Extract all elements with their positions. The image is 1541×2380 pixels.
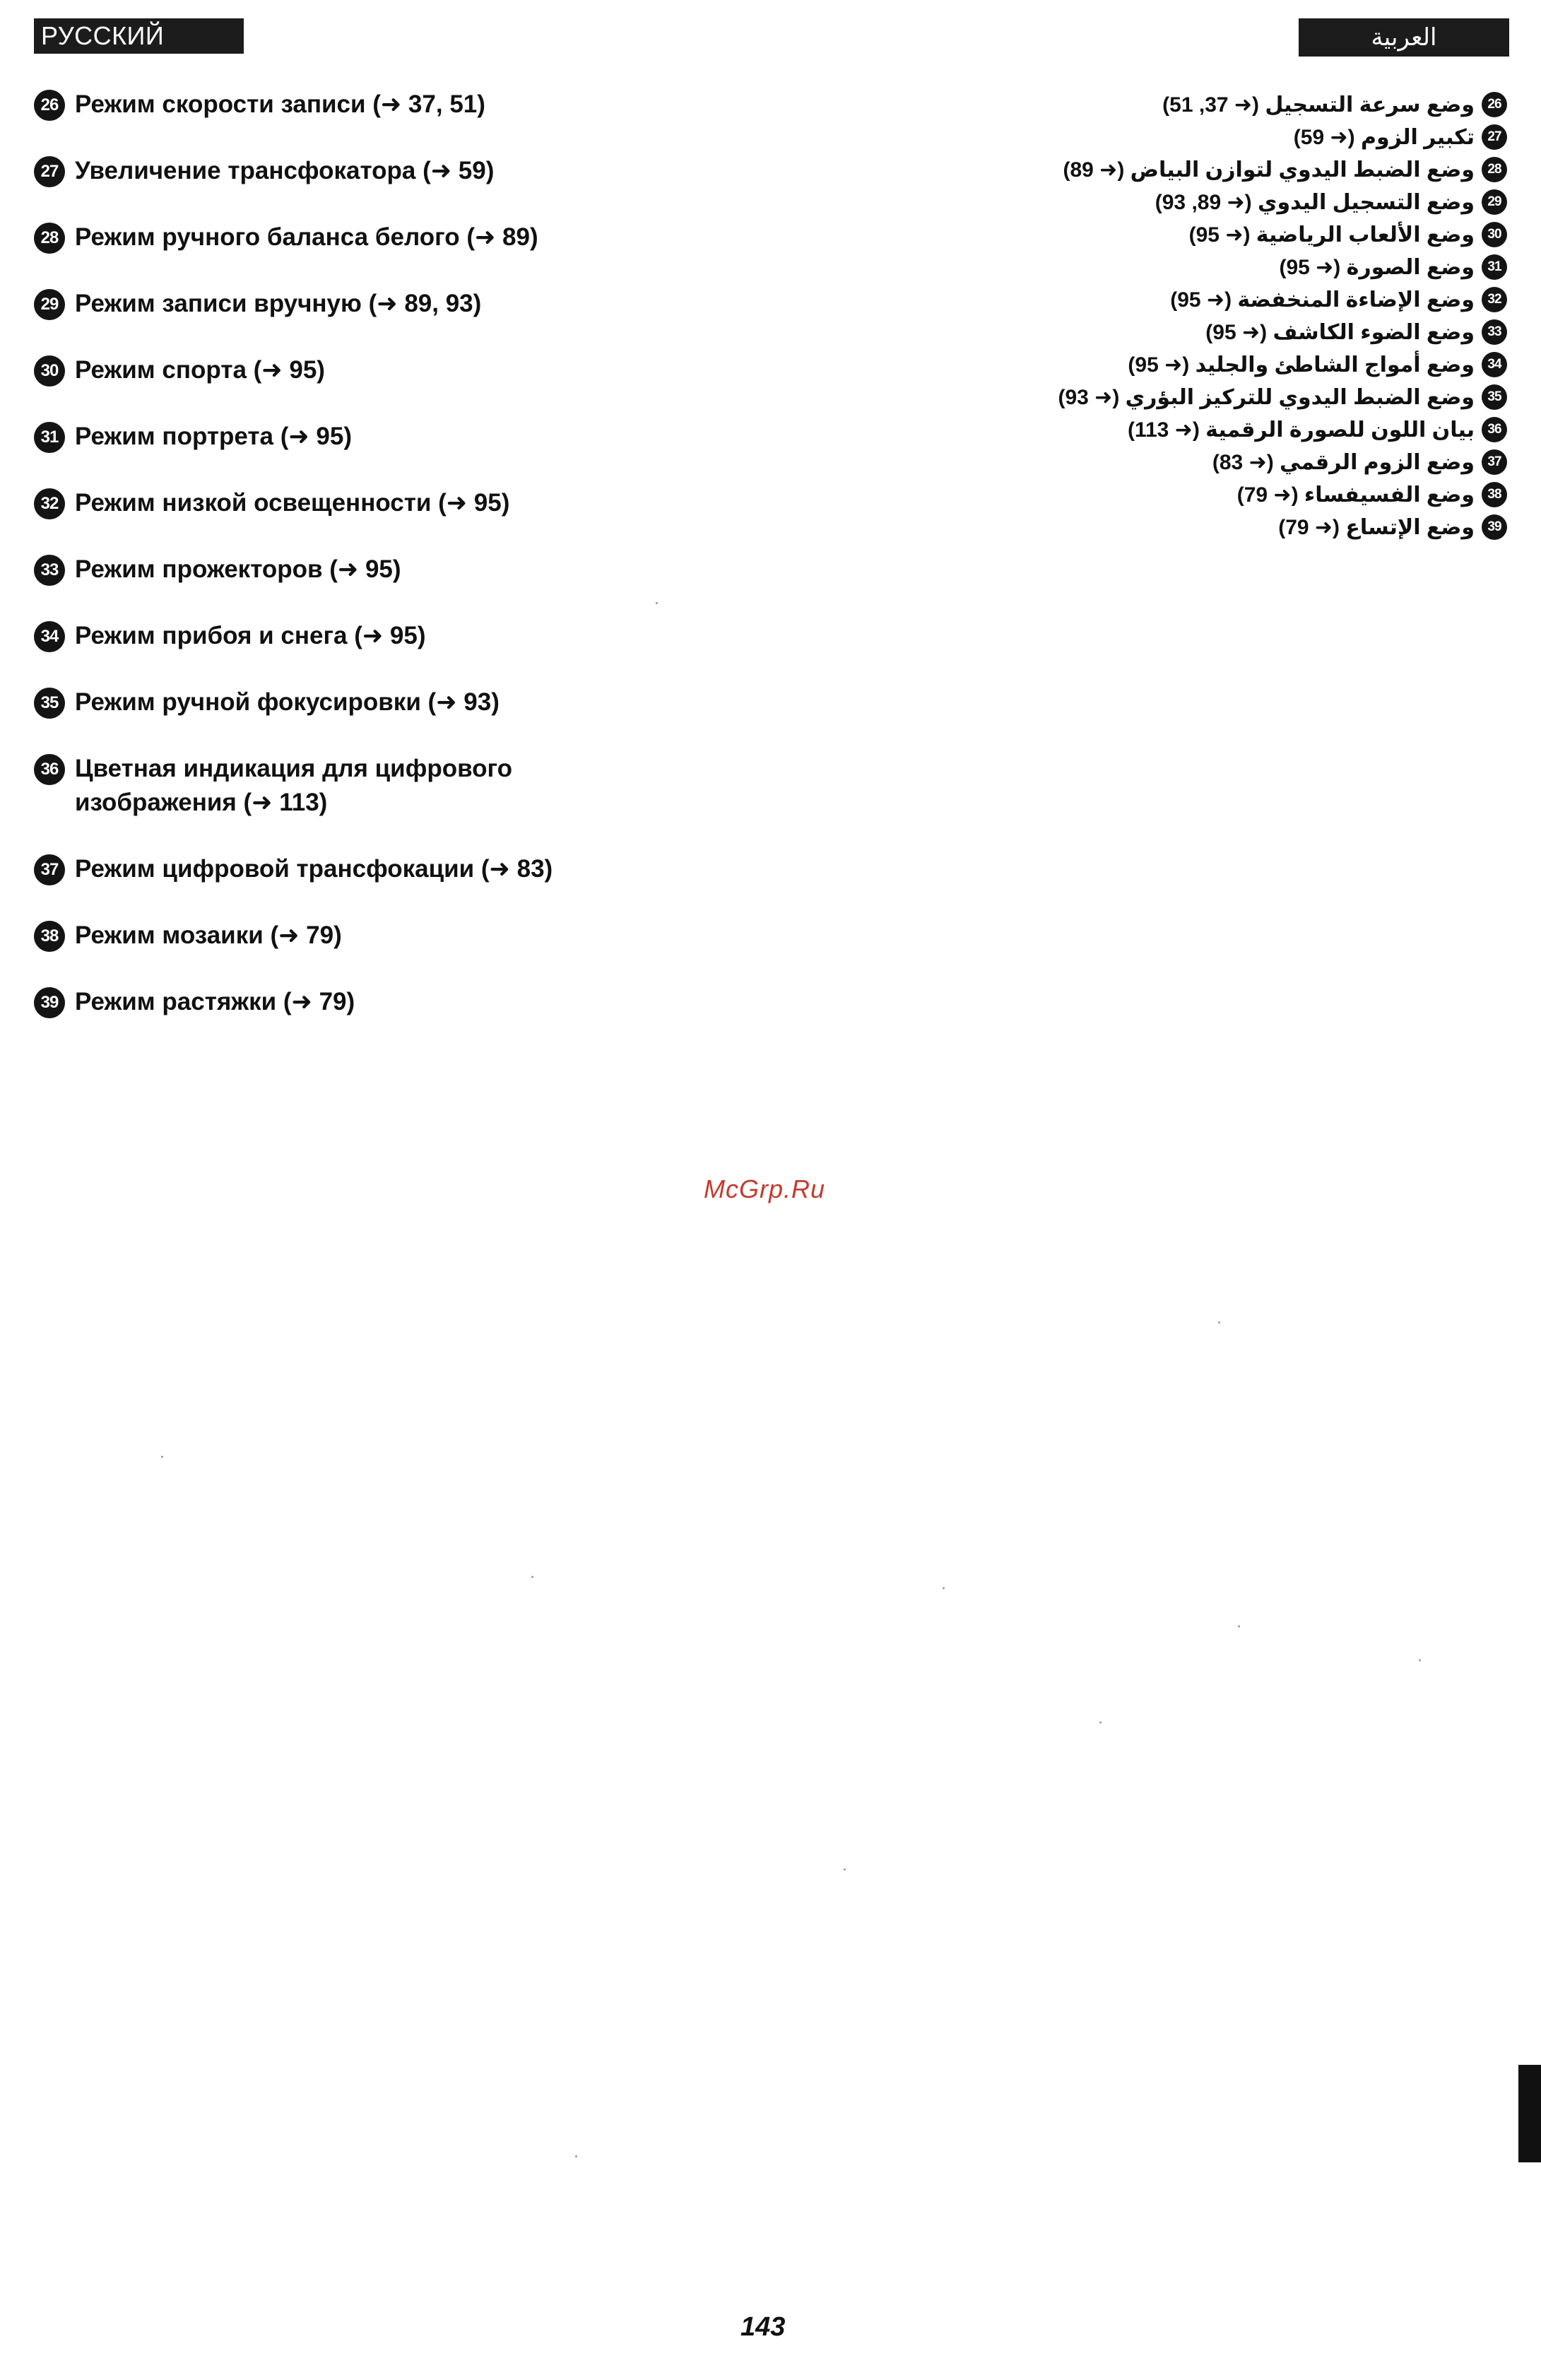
scan-speck: [161, 1456, 163, 1458]
list-item: [34, 220, 538, 254]
scan-speck: [844, 1868, 846, 1871]
list-item: [1058, 382, 1507, 413]
item-number-badge: 30: [34, 355, 65, 387]
item-number-badge: 26: [34, 90, 65, 121]
item-number-badge: 37: [1482, 449, 1507, 475]
item-number-badge: 29: [1482, 189, 1507, 215]
list-item: [1294, 122, 1507, 153]
list-item-text: وضع الألعاب الرياضية (➜ 95): [1188, 223, 1475, 247]
list-item: [1128, 414, 1507, 445]
item-number-badge: 27: [34, 156, 65, 187]
list-item-text: Режим прибоя и снега (➜ 95): [75, 622, 426, 649]
item-number-badge: 34: [34, 621, 65, 652]
list-item: [1189, 219, 1507, 250]
item-number-badge: 34: [1482, 352, 1507, 377]
item-number-badge: 39: [1482, 514, 1507, 540]
list-item-text: Режим спорта (➜ 95): [75, 356, 325, 384]
item-number-badge: 29: [34, 289, 65, 320]
list-item-text: Режим ручного баланса белого (➜ 89): [75, 223, 538, 251]
item-number-badge: 36: [34, 754, 65, 785]
item-number-badge: 27: [1482, 124, 1507, 150]
scan-speck: [1099, 1721, 1102, 1724]
list-item-text: تكبير الزوم (➜ 59): [1293, 125, 1475, 149]
list-item-text: وضع الفسيفساء (➜ 79): [1236, 483, 1475, 507]
list-item: [1278, 512, 1507, 543]
item-number-badge: 26: [1482, 92, 1507, 117]
scan-speck: [943, 1587, 945, 1589]
item-number-badge: 35: [34, 688, 65, 719]
list-item: [1279, 252, 1507, 283]
watermark: McGrp.Ru: [704, 1174, 826, 1203]
item-number-badge: 33: [1482, 319, 1507, 345]
list-item: [1212, 447, 1507, 478]
list-item-text: Цветная индикация для цифрового изображения (➜ 113): [75, 755, 513, 816]
list-item: [34, 752, 612, 820]
list-item: [1237, 479, 1507, 510]
list-item-text: وضع الضبط اليدوي للتركيز البؤري (➜ 93): [1058, 385, 1475, 409]
section-header-russian: РУССКИЙ ЯЗЫК: [34, 18, 244, 54]
list-item: [1063, 154, 1507, 185]
item-number-badge: 28: [34, 223, 65, 254]
list-item-text: Режим портрета (➜ 95): [75, 423, 353, 450]
scan-speck: [1218, 1321, 1220, 1324]
list-item-text: Режим растяжки (➜ 79): [75, 988, 355, 1015]
item-number-badge: 35: [1482, 384, 1507, 410]
list-item-text: وضع الإتساع (➜ 79): [1278, 515, 1475, 539]
list-item: [34, 353, 325, 387]
page-number: 143: [740, 2312, 786, 2342]
item-number-badge: 30: [1482, 222, 1507, 247]
list-item-text: Режим скорости записи (➜ 37, 51): [75, 90, 485, 118]
list-item: [1205, 317, 1507, 348]
list-item: [34, 287, 481, 321]
list-item: [34, 553, 401, 587]
list-item: [34, 88, 485, 122]
list-item-text: Режим цифровой трансфокации (➜ 83): [75, 855, 553, 883]
list-item: [34, 420, 352, 454]
list-item: [1162, 89, 1507, 120]
list-item: [34, 985, 355, 1019]
list-item: [34, 486, 509, 520]
item-number-badge: 39: [34, 987, 65, 1018]
list-item-text: وضع الضوء الكاشف (➜ 95): [1205, 320, 1475, 344]
list-item: [34, 685, 500, 719]
item-number-badge: 32: [34, 488, 65, 519]
list-item-text: بيان اللون للصورة الرقمية (➜ 113): [1127, 418, 1475, 442]
item-number-badge: 32: [1482, 287, 1507, 312]
list-item-text: Режим записи вручную (➜ 89, 93): [75, 290, 482, 317]
scan-speck: [656, 602, 658, 604]
list-item-text: وضع الزوم الرقمي (➜ 83): [1212, 450, 1475, 474]
list-item: [1170, 284, 1507, 315]
item-number-badge: 33: [34, 555, 65, 586]
list-item-text: وضع الضبط اليدوي لتوازن البياض (➜ 89): [1063, 158, 1475, 182]
list-item-text: وضع سرعة التسجيل (➜ 37, 51): [1162, 93, 1475, 117]
item-number-badge: 38: [34, 921, 65, 952]
list-item: [34, 619, 426, 653]
list-item-text: Увеличение трансфокатора (➜ 59): [75, 157, 495, 184]
scan-speck: [1419, 1659, 1421, 1661]
list-item: [34, 852, 553, 886]
scan-speck: [531, 1576, 533, 1578]
section-header-arabic: العربية: [1299, 18, 1509, 57]
list-item-text: Режим прожекторов (➜ 95): [75, 555, 401, 583]
item-number-badge: 37: [34, 854, 65, 885]
list-item-text: وضع الصورة (➜ 95): [1279, 255, 1475, 279]
item-number-badge: 28: [1482, 157, 1507, 182]
edge-thumb-tab: [1518, 2065, 1541, 2162]
list-item-text: Режим низкой освещенности (➜ 95): [75, 489, 510, 517]
list-item-text: Режим мозаики (➜ 79): [75, 921, 342, 949]
item-number-badge: 31: [34, 422, 65, 453]
scan-speck: [575, 2155, 577, 2157]
list-item: [1128, 349, 1507, 380]
item-number-badge: 31: [1482, 254, 1507, 280]
list-item-text: وضع أمواج الشاطئ والجليد (➜ 95): [1128, 353, 1475, 377]
list-item-text: وضع التسجيل اليدوي (➜ 89, 93): [1155, 190, 1475, 214]
item-number-badge: 38: [1482, 482, 1507, 507]
item-number-badge: 36: [1482, 417, 1507, 442]
scan-speck: [1238, 1625, 1240, 1627]
list-item: [34, 154, 494, 188]
list-item-text: وضع الإضاءة المنخفضة (➜ 95): [1170, 288, 1475, 312]
list-item: [1155, 187, 1507, 218]
list-item-text: Режим ручной фокусировки (➜ 93): [75, 688, 500, 716]
list-item: [34, 919, 342, 953]
